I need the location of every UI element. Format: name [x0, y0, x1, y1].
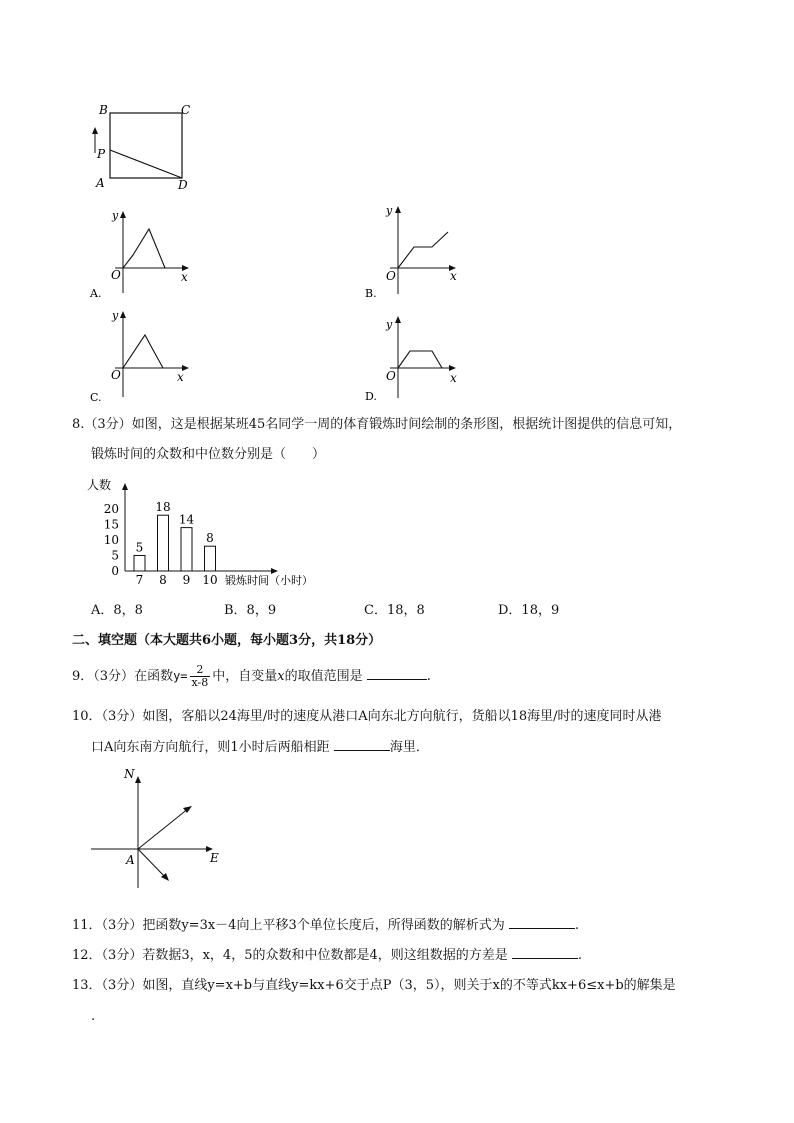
y-tick-label: 15 — [103, 517, 119, 532]
q10-label-E: E — [210, 851, 219, 865]
x-tick-label: 10 — [202, 573, 218, 587]
q9-answer-blank[interactable] — [367, 667, 427, 680]
graph-a-o: O — [111, 268, 121, 282]
y-tick-label: 0 — [111, 564, 119, 578]
graph-b-x: x — [450, 269, 457, 283]
graph-option-c[interactable] — [85, 305, 195, 405]
q12-points: （3分） — [101, 948, 143, 963]
graph-d-o: O — [386, 369, 396, 383]
x-tick-label: 7 — [135, 573, 144, 587]
graph-c-x: x — [177, 370, 184, 384]
q12-end: . — [577, 948, 583, 963]
label-A: A — [96, 176, 105, 190]
q10-text2b: 海里． — [389, 740, 429, 755]
bar — [181, 528, 192, 571]
y-tick-label: 5 — [111, 548, 119, 563]
graph-a-y: y — [112, 209, 119, 222]
q11-end: . — [574, 918, 579, 933]
q10-label-A: A — [126, 853, 135, 867]
q12-answer-blank[interactable] — [512, 946, 578, 959]
graph-c-y: y — [112, 309, 119, 322]
bar-value-label: 14 — [178, 512, 195, 527]
y-axis-arrow — [122, 483, 128, 490]
graph-option-d[interactable] — [362, 310, 472, 405]
q9 — [72, 663, 431, 690]
section2-title: 二、填空题（本大题共6小题，每小题3分，共18分） — [72, 633, 382, 648]
q8-bar-chart — [85, 476, 345, 594]
q10-line1 — [72, 708, 662, 726]
bar — [158, 515, 169, 571]
graph-d-label: D. — [365, 390, 377, 403]
q10-line2 — [91, 738, 429, 757]
q10-label-N: N — [124, 767, 135, 781]
q9-denominator: x-8 — [191, 676, 209, 689]
q8-option-b[interactable]: B．8，9 — [224, 603, 277, 618]
q10-points: （3分） — [101, 709, 143, 724]
q9-mid: 中，自变量 — [212, 669, 278, 684]
graph-b-o: O — [386, 269, 396, 283]
graph-c-o: O — [111, 368, 121, 382]
q10-compass-figure — [88, 765, 228, 895]
bar — [134, 556, 145, 572]
bar — [205, 546, 216, 571]
graph-d-y: y — [386, 318, 393, 331]
y-tick-label: 20 — [103, 502, 119, 516]
label-C: C — [181, 103, 191, 117]
q9-points: （3分） — [93, 669, 135, 684]
y-tick-label: 10 — [103, 533, 119, 547]
q10-text2a: 口A向东南方向航行，则1小时后两船相距 — [91, 740, 330, 755]
q13-points: （3分） — [101, 978, 143, 993]
x-tick-label: 8 — [159, 573, 167, 587]
q10-text1: 如图，客船以24海里/时的速度从港口A向东北方向航行，货船以18海里/时的速度同时从港 — [142, 709, 662, 724]
q10-answer-blank[interactable] — [334, 738, 390, 751]
bar-value-label: 5 — [135, 540, 144, 555]
q12-number: 12． — [72, 948, 102, 963]
graph-b-label: B. — [365, 287, 377, 300]
q9-number: 9． — [72, 669, 94, 684]
graph-b-y: y — [386, 204, 393, 217]
q8-text1: 如图，这是根据某班45名同学一周的体育锻炼时间绘制的条形图，根据统计图提供的信息可知， — [131, 417, 682, 432]
graph-a-x: x — [181, 270, 188, 284]
label-P: P — [97, 147, 106, 161]
q11 — [72, 916, 579, 935]
q10-number: 10． — [72, 709, 102, 724]
graph-option-a[interactable] — [85, 205, 195, 300]
label-B: B — [99, 103, 108, 117]
q8-number: 8. — [72, 417, 85, 432]
q9-y: y= — [173, 669, 188, 683]
graph-option-b[interactable] — [362, 200, 472, 300]
y-axis-label: 人数 — [87, 478, 112, 492]
q8-option-a[interactable]: A．8，8 — [91, 603, 143, 618]
graph-d-x: x — [450, 371, 457, 385]
x-tick-label: 9 — [182, 573, 191, 587]
q9-post: 的取值范围是 — [284, 669, 363, 684]
q8-line1 — [72, 416, 681, 434]
bar-value-label: 8 — [206, 531, 214, 546]
q9-var: x — [277, 669, 285, 684]
q9-fraction — [190, 664, 211, 689]
q12-text: 若数据3，x，4，5的众数和中位数都是4，则这组数据的方差是 — [142, 948, 508, 963]
q11-text: 把函数y=3x－4向上平移3个单位长度后，所得函数的解析式为 — [142, 918, 505, 933]
q13-number: 13． — [72, 978, 102, 993]
q11-points: （3分） — [101, 918, 143, 933]
q13-end: . — [91, 1009, 96, 1024]
q12 — [72, 946, 582, 965]
q13 — [72, 977, 676, 995]
q9-pre: 在函数 — [134, 669, 174, 684]
graph-a-label: A. — [90, 287, 102, 300]
q11-answer-blank[interactable] — [509, 916, 575, 929]
q9-numerator: 2 — [190, 664, 211, 677]
label-D: D — [178, 178, 188, 192]
q8-option-d[interactable]: D．18，9 — [498, 603, 560, 618]
graph-c-label: C. — [90, 391, 102, 404]
q11-number: 11． — [72, 918, 102, 933]
q8-points: （3分） — [84, 417, 132, 432]
q9-end: . — [426, 669, 431, 684]
bar-value-label: 18 — [155, 500, 171, 515]
square-figure — [85, 98, 225, 198]
q8-option-c[interactable]: C．18，8 — [364, 603, 425, 618]
x-axis-label: 锻炼时间（小时） — [225, 574, 313, 587]
q13-text: 如图，直线y=x+b与直线y=kx+6交于点P（3，5），则关于x的不等式kx+6≤x+b的解集是 — [142, 978, 676, 993]
q8-line2: 锻炼时间的众数和中位数分别是（ ） — [91, 447, 326, 462]
